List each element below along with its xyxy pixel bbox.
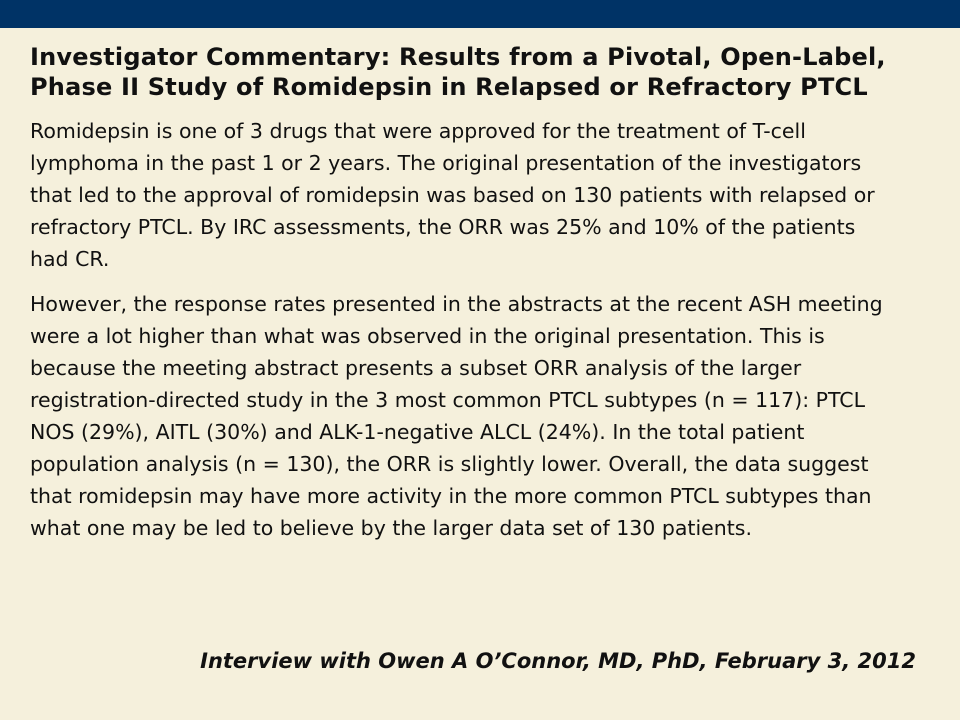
paragraph-1: Romidepsin is one of 3 drugs that were approved for the treatment of T-cell lymphoma in the past 1 or 2 years. The original presentation of the investigators that led to the approval of romidepsin was based on 130 patients with relapsed or refractory PTCL. By IRC assessments, the ORR was 25% and 10% of the patients had CR. xyxy=(30,119,875,271)
citation: Interview with Owen A O’Connor, MD, PhD, February 3, 2012 xyxy=(200,649,916,673)
slide-content xyxy=(30,42,935,544)
slide-title: Investigator Commentary: Results from a Pivotal, Open-Label, Phase II Study of Romidepsin in Relapsed or Refractory PTCL xyxy=(30,43,886,101)
paragraph-2: However, the response rates presented in the abstracts at the recent ASH meeting were a lot higher than what was observed in the original presentation. This is because the meeting abstract presents a subset ORR analysis of the larger registration-directed study in the 3 most common PTCL subtypes (n = 117): PTCL NOS (29%), AITL (30%) and ALK-1-negative ALCL (24%). In the total patient population analysis (n = 130), the ORR is slightly lower. Overall, the data suggest that romidepsin may have more activity in the more common PTCL subtypes than what one may be led to believe by the larger data set of 130 patients. xyxy=(30,292,883,540)
header-bar xyxy=(0,0,960,28)
